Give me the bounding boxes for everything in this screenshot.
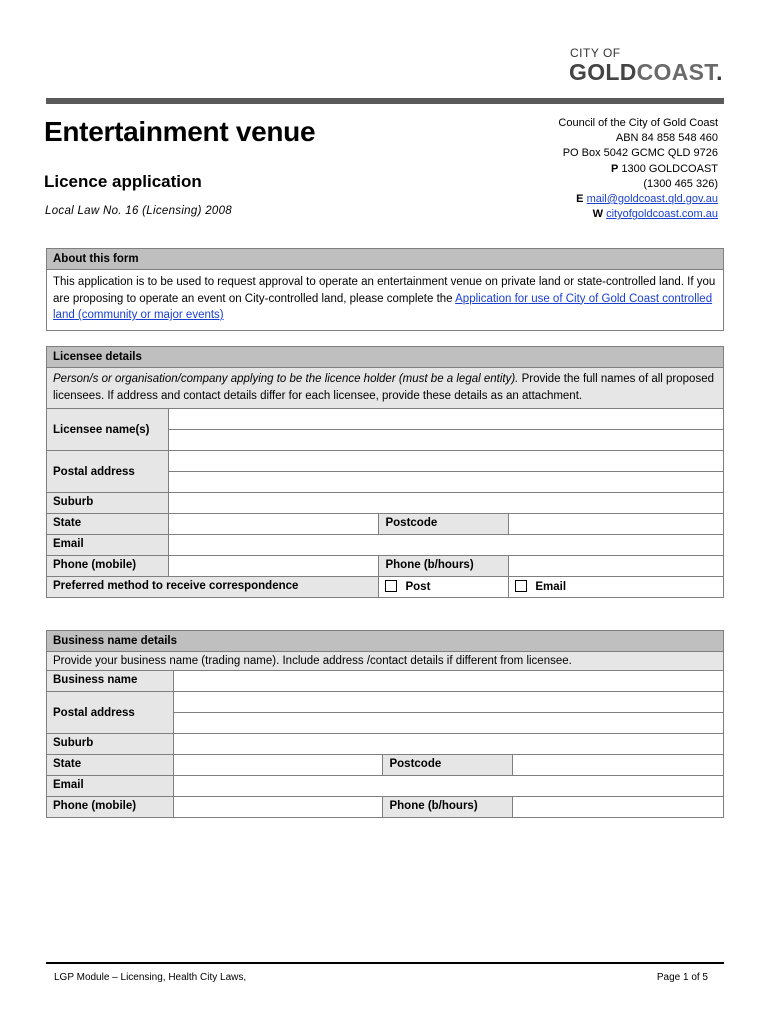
licensee-state-label: State <box>47 514 169 535</box>
licensee-postcode-field[interactable] <box>509 514 724 535</box>
header-divider <box>46 98 724 104</box>
licensee-intro-italic: Person/s or organisation/company applying to be the licence holder (must be a legal entity). <box>53 373 519 385</box>
licensee-email-label: Email <box>47 535 169 556</box>
business-intro: Provide your business name (trading name). Include address /contact details if different from licensee. <box>47 652 724 671</box>
email-option-label: Email <box>535 581 567 593</box>
business-state-field[interactable] <box>173 755 383 776</box>
licensee-state-field[interactable] <box>168 514 379 535</box>
page-subtitle: Licence application <box>44 172 202 191</box>
pref-method-label: Preferred method to receive correspondence <box>47 577 379 598</box>
contact-abn: ABN 84 858 548 460 <box>615 132 718 145</box>
business-phone-bh-field[interactable] <box>513 797 724 818</box>
phone-value: 1300 GOLDCOAST <box>621 162 718 175</box>
post-checkbox[interactable] <box>385 580 397 592</box>
licensee-postcode-label: Postcode <box>379 514 509 535</box>
about-heading: About this form <box>47 249 724 270</box>
pref-post-option[interactable] <box>379 577 509 598</box>
business-postal-label: Postal address <box>47 692 174 734</box>
page-title: Entertainment venue <box>44 116 316 147</box>
contact-email <box>558 192 718 207</box>
licensee-phone-mobile-field[interactable] <box>168 556 379 577</box>
licensee-phone-bh-field[interactable] <box>509 556 724 577</box>
email-label: E <box>576 193 584 206</box>
business-suburb-label: Suburb <box>47 734 174 755</box>
licensee-name-field-1[interactable] <box>168 409 723 430</box>
email-checkbox[interactable] <box>515 580 527 592</box>
law-reference: Local Law No. 16 (Licensing) 2008 <box>45 205 232 217</box>
business-phone-mobile-label: Phone (mobile) <box>47 797 174 818</box>
business-section <box>46 630 724 818</box>
licensee-postal-field-2[interactable] <box>168 472 723 493</box>
web-label: W <box>592 208 604 221</box>
licensee-postal-label: Postal address <box>47 451 169 493</box>
business-phone-bh-label: Phone (b/hours) <box>383 797 513 818</box>
business-suburb-field[interactable] <box>173 734 723 755</box>
about-text <box>47 270 724 331</box>
contact-po-box: PO Box 5042 GCMC QLD 9726 <box>562 147 718 160</box>
pref-email-option[interactable] <box>509 577 724 598</box>
licensee-name-field-2[interactable] <box>168 430 723 451</box>
page-number: Page 1 of 5 <box>656 972 708 983</box>
licensee-name-label: Licensee name(s) <box>47 409 169 451</box>
footer-divider <box>46 962 724 964</box>
licensee-phone-mobile-label: Phone (mobile) <box>47 556 169 577</box>
business-state-label: State <box>47 755 174 776</box>
logo-mark: . <box>716 59 723 85</box>
contact-block <box>558 116 718 222</box>
logo-gold: GOLD <box>569 59 637 85</box>
business-postal-field-2[interactable] <box>173 713 723 734</box>
post-label: Post <box>405 581 431 593</box>
contact-council: Council of the City of Gold Coast <box>558 117 718 129</box>
business-name-field[interactable] <box>173 671 723 692</box>
email-link[interactable]: mail@goldcoast.qld.gov.au <box>586 193 718 206</box>
footer-module: LGP Module – Licensing, Health City Laws, <box>54 972 247 983</box>
city-logo <box>569 59 723 86</box>
phone-label: P <box>611 162 619 175</box>
business-email-field[interactable] <box>173 776 723 797</box>
business-name-label: Business name <box>47 671 174 692</box>
licensee-intro-rest: Provide the full names of all proposed licensees. If address and contact details differ for each licensee, provide these details as an attachment. <box>53 373 714 402</box>
logo-city-of: CITY OF <box>570 46 621 60</box>
contact-web <box>558 207 718 222</box>
business-postcode-label: Postcode <box>383 755 513 776</box>
licensee-suburb-field[interactable] <box>168 493 723 514</box>
licensee-phone-bh-label: Phone (b/hours) <box>379 556 509 577</box>
business-phone-mobile-field[interactable] <box>173 797 383 818</box>
licensee-section <box>46 346 724 598</box>
contact-phone <box>558 162 718 177</box>
web-link[interactable]: cityofgoldcoast.com.au <box>606 208 718 221</box>
about-body: This application is to be used to request approval to operate an entertainment venue on private land or state-controlled land. If you are proposing to operate an event on City-controlled land, please complete the <box>53 276 716 305</box>
licensee-suburb-label: Suburb <box>47 493 169 514</box>
about-section <box>46 248 724 331</box>
logo-coast: COAST <box>636 59 717 85</box>
licensee-heading: Licensee details <box>47 347 724 368</box>
application-link[interactable]: Application for use of City of Gold Coast controlled land (community or major events) <box>53 292 713 321</box>
business-postcode-field[interactable] <box>513 755 724 776</box>
business-heading: Business name details <box>47 631 724 652</box>
business-email-label: Email <box>47 776 174 797</box>
contact-phone-alt: (1300 465 326) <box>643 177 718 190</box>
licensee-email-field[interactable] <box>168 535 723 556</box>
licensee-postal-field-1[interactable] <box>168 451 723 472</box>
business-postal-field-1[interactable] <box>173 692 723 713</box>
licensee-intro <box>47 368 724 409</box>
